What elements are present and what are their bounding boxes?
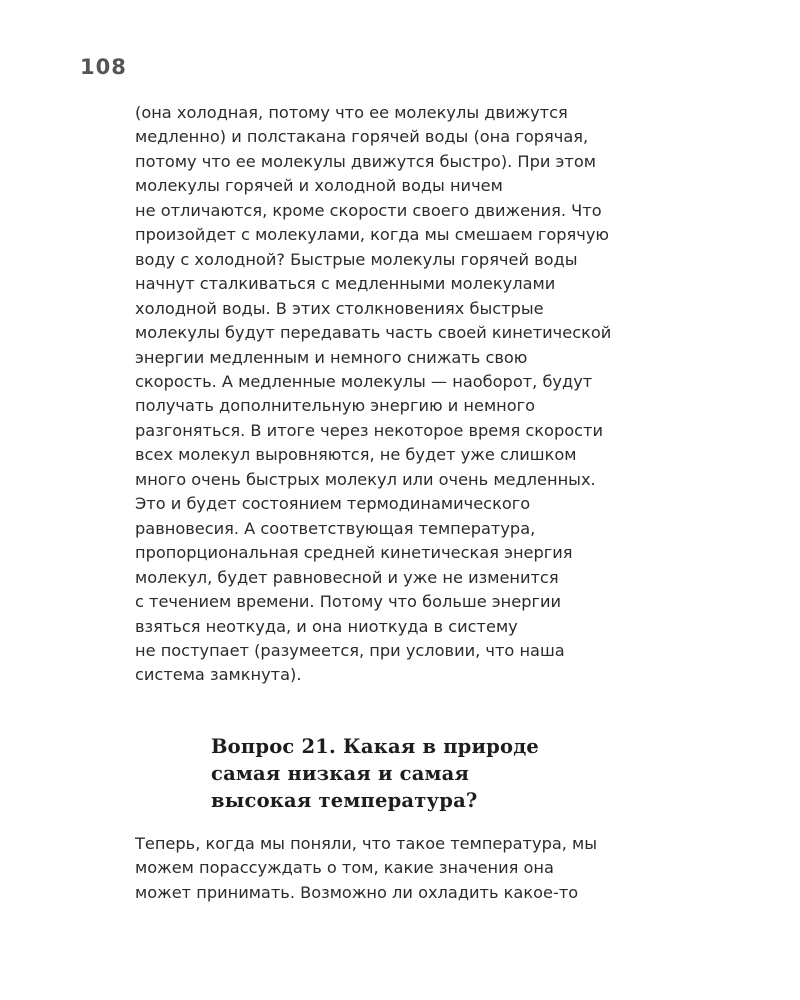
text-line: система замкнута).	[135, 665, 302, 685]
text-line: воду с холодной? Быстрые молекулы горячей воды	[135, 249, 578, 269]
text-line: молекул, будет равновесной и уже не изменится	[135, 567, 559, 587]
text-line: разгоняться. В итоге через некоторое время скорости	[135, 420, 603, 440]
text-line: пропорциональная средней кинетическая энергия	[135, 543, 573, 563]
text-line: (она холодная, потому что ее молекулы движутся	[135, 103, 568, 122]
text-line: всех молекул выровняются, не будет уже слишком	[135, 445, 577, 465]
text-line: получать дополнительную энергию и немного	[135, 396, 536, 416]
text-line: энергии медленным и немного снижать свою	[135, 347, 528, 367]
text-line: не отличаются, кроме скорости своего движения. Что	[135, 200, 602, 220]
body-paragraph	[135, 101, 715, 688]
text-line: взяться неоткуда, и она ниоткуда в систему	[135, 616, 518, 636]
text-line: Это и будет состоянием термодинамического	[135, 494, 531, 514]
text-line: много очень быстрых молекул или очень медленных.	[135, 469, 596, 489]
text-line: можем порассуждать о том, какие значения она	[135, 858, 554, 878]
text-line: молекулы будут передавать часть своей кинетической	[135, 323, 612, 343]
body-paragraph-2	[135, 832, 715, 905]
text-line: с течением времени. Потому что больше энергии	[135, 592, 562, 612]
section-heading	[211, 733, 539, 814]
text-line: медленно) и полстакана горячей воды (она горячая,	[135, 127, 589, 147]
page-number: 108	[80, 55, 127, 79]
text-line: Теперь, когда мы поняли, что такое температура, мы	[135, 834, 598, 853]
text-line: может принимать. Возможно ли охладить какое-то	[135, 882, 579, 902]
text-line: холодной воды. В этих столкновениях быстрые	[135, 298, 544, 318]
text-line: произойдет с молекулами, когда мы смешаем горячую	[135, 225, 610, 245]
text-line: скорость. А медленные молекулы — наоборот, будут	[135, 371, 593, 391]
heading-line: самая низкая и самая	[211, 762, 470, 785]
text-line: молекулы горячей и холодной воды ничем	[135, 176, 503, 196]
heading-line: Вопрос 21. Какая в природе	[211, 735, 540, 758]
heading-line: высокая температура?	[211, 789, 478, 812]
text-line: равновесия. А соответствующая температура,	[135, 518, 536, 538]
text-line: начнут сталкиваться с медленными молекулами	[135, 274, 556, 294]
text-line: потому что ее молекулы движутся быстро). При этом	[135, 151, 596, 171]
text-line: не поступает (разумеется, при условии, что наша	[135, 640, 565, 660]
